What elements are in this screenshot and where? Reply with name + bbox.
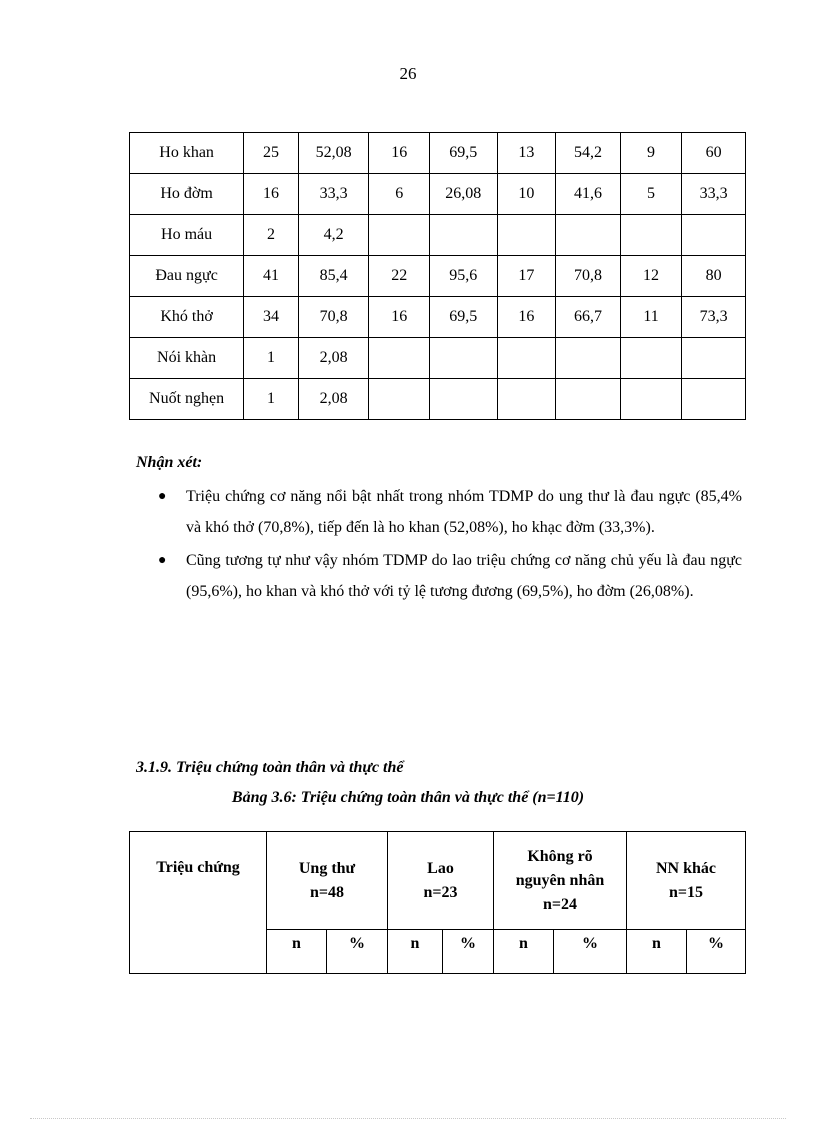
table-cell <box>369 379 430 420</box>
row-header: Triệu chứng <box>130 832 267 974</box>
row-label: Ho máu <box>130 215 244 256</box>
table-cell <box>497 215 556 256</box>
table-cell: 12 <box>620 256 682 297</box>
sub-header: n <box>267 930 327 974</box>
table-row <box>130 215 746 256</box>
table-row <box>130 338 746 379</box>
table-cell: 16 <box>244 174 299 215</box>
table-cell: 9 <box>620 133 682 174</box>
table-cell: 26,08 <box>429 174 497 215</box>
table-cell: 33,3 <box>682 174 746 215</box>
table-row <box>130 133 746 174</box>
row-label: Nói khàn <box>130 338 244 379</box>
general-symptoms-table <box>129 831 746 974</box>
table-cell: 95,6 <box>429 256 497 297</box>
bullet-icon: ● <box>158 553 167 568</box>
table-cell <box>682 215 746 256</box>
footer-divider <box>30 1118 786 1119</box>
table-cell: 1 <box>244 379 299 420</box>
table-cell: 73,3 <box>682 297 746 338</box>
remark-text: Triệu chứng cơ năng nổi bật nhất trong nhóm TDMP do ung thư là đau ngực (85,4% và khó thở (70,8%), tiếp đến là ho khan (52,08%), ho khạc đờm (33,3%). <box>186 488 742 536</box>
table-cell: 16 <box>369 297 430 338</box>
table-cell: 60 <box>682 133 746 174</box>
table-cell: 17 <box>497 256 556 297</box>
table-cell <box>556 379 621 420</box>
table-cell <box>556 215 621 256</box>
table-cell: 1 <box>244 338 299 379</box>
table-cell <box>620 379 682 420</box>
table-cell <box>497 338 556 379</box>
table-cell <box>429 338 497 379</box>
sub-header: % <box>687 930 746 974</box>
sub-header: n <box>627 930 687 974</box>
table-cell <box>620 338 682 379</box>
remark-text: Cũng tương tự như vậy nhóm TDMP do lao triệu chứng cơ năng chủ yếu là đau ngực (95,6%), ho khan và khó thở với tỷ lệ tương đương (69,5%), ho đờm (26,08%). <box>186 552 742 600</box>
table-cell <box>556 338 621 379</box>
row-label: Ho đờm <box>130 174 244 215</box>
remarks-title: Nhận xét: <box>136 454 203 471</box>
table-cell: 69,5 <box>429 297 497 338</box>
table-row <box>130 174 746 215</box>
table-cell: 16 <box>497 297 556 338</box>
bullet-icon: ● <box>158 489 167 504</box>
sub-header: % <box>327 930 388 974</box>
group-count: n=15 <box>668 883 703 901</box>
row-label: Ho khan <box>130 133 244 174</box>
section-heading: 3.1.9. Triệu chứng toàn thân và thực thể <box>136 759 404 776</box>
table-cell: 34 <box>244 297 299 338</box>
row-label: Khó thở <box>130 297 244 338</box>
table-cell: 70,8 <box>298 297 369 338</box>
group-name: Ung thư <box>298 859 356 877</box>
table-row <box>130 379 746 420</box>
group-count: n=48 <box>309 883 344 901</box>
table-cell <box>682 379 746 420</box>
group-header <box>267 832 388 930</box>
table-row <box>130 297 746 338</box>
table-caption: Bảng 3.6: Triệu chứng toàn thân và thực thể (n=110) <box>231 789 585 806</box>
table-cell: 5 <box>620 174 682 215</box>
table-cell <box>369 338 430 379</box>
group-name: Không rõ nguyên nhân <box>515 847 605 889</box>
table-cell <box>497 379 556 420</box>
sub-header: n <box>494 930 554 974</box>
table-cell: 16 <box>369 133 430 174</box>
table-cell: 13 <box>497 133 556 174</box>
group-header <box>494 832 627 930</box>
table-cell <box>369 215 430 256</box>
group-header <box>388 832 494 930</box>
list-item <box>136 481 742 543</box>
table-cell: 2,08 <box>298 379 369 420</box>
row-label: Nuốt nghẹn <box>130 379 244 420</box>
table-cell: 25 <box>244 133 299 174</box>
table-cell: 10 <box>497 174 556 215</box>
table-cell: 33,3 <box>298 174 369 215</box>
row-label: Đau ngực <box>130 256 244 297</box>
table-cell: 2,08 <box>298 338 369 379</box>
group-count: n=24 <box>542 895 577 913</box>
table-cell: 85,4 <box>298 256 369 297</box>
sub-header: n <box>388 930 443 974</box>
sub-header: % <box>443 930 494 974</box>
table-cell: 69,5 <box>429 133 497 174</box>
group-header <box>627 832 746 930</box>
table-cell <box>429 215 497 256</box>
table-cell: 11 <box>620 297 682 338</box>
table-header-row <box>130 832 746 930</box>
table-cell: 54,2 <box>556 133 621 174</box>
table-cell: 2 <box>244 215 299 256</box>
table-cell: 22 <box>369 256 430 297</box>
table-cell: 41 <box>244 256 299 297</box>
table-cell <box>429 379 497 420</box>
list-item <box>136 545 742 607</box>
table-cell: 6 <box>369 174 430 215</box>
group-name: Lao <box>427 859 454 877</box>
table-cell: 4,2 <box>298 215 369 256</box>
group-name: NN khác <box>655 859 716 877</box>
page-number: 26 <box>399 64 417 83</box>
group-count: n=23 <box>423 883 458 901</box>
table-cell <box>620 215 682 256</box>
remarks-list <box>136 481 742 609</box>
table-cell: 41,6 <box>556 174 621 215</box>
table-cell: 80 <box>682 256 746 297</box>
table-cell: 70,8 <box>556 256 621 297</box>
table-cell: 52,08 <box>298 133 369 174</box>
symptom-table-continued <box>129 132 746 420</box>
table-row <box>130 256 746 297</box>
table-cell <box>682 338 746 379</box>
table-cell: 66,7 <box>556 297 621 338</box>
sub-header: % <box>554 930 627 974</box>
